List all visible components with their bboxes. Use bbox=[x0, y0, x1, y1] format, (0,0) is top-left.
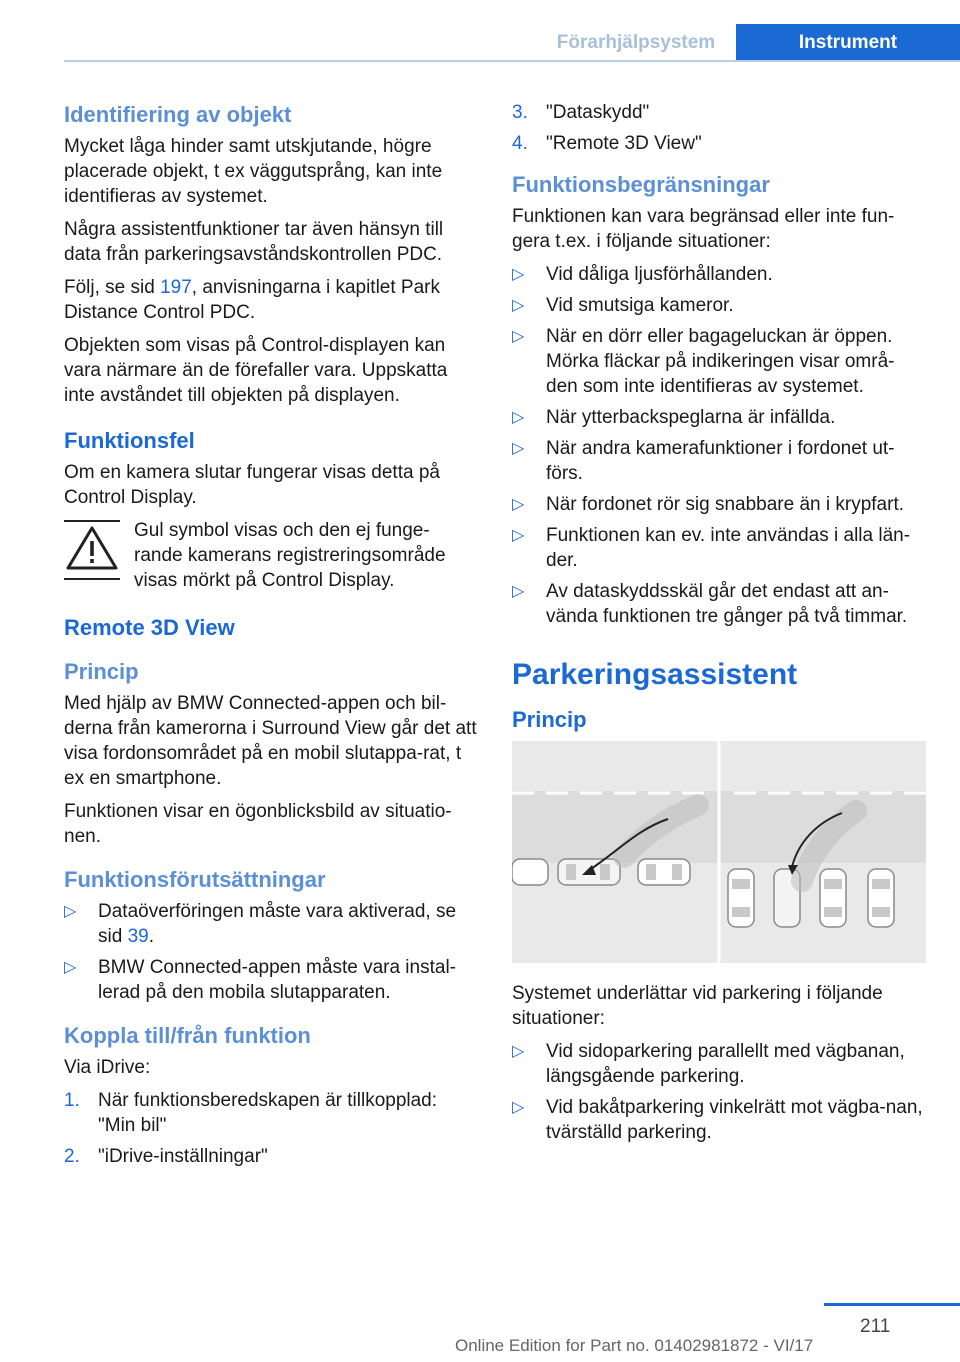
heading-limitations: Funktionsbegränsningar bbox=[512, 172, 770, 197]
page-number: 211 bbox=[860, 1316, 891, 1337]
heading-principle: Princip bbox=[64, 659, 139, 684]
list-item bbox=[64, 955, 478, 1005]
step-text: "Dataskydd" bbox=[546, 102, 650, 123]
list-item bbox=[64, 899, 478, 949]
list-item bbox=[64, 1144, 478, 1169]
list-item bbox=[512, 579, 926, 629]
limitation-text: När fordonet rör sig snabbare än i krypfart. bbox=[546, 494, 905, 515]
prerequisites-list bbox=[64, 899, 478, 1005]
triangle-bullet-icon: ▷ bbox=[512, 1043, 525, 1060]
limitation-text: När en dörr eller bagageluckan är öppen. Mörka fläckar på indikeringen visar områ-den som inte identifieras av systemet. bbox=[546, 326, 895, 397]
remote-paragraph-2: Funktionen visar en ögonblicksbild av situatio-nen. bbox=[64, 801, 452, 847]
prereq-2: BMW Connected-appen måste vara instal-lerad på den mobila slutapparaten. bbox=[98, 957, 456, 1003]
via-idrive: Via iDrive: bbox=[64, 1057, 151, 1078]
heading-identify: Identifiering av objekt bbox=[64, 102, 292, 127]
heading-parking-assistant: Parkeringsassistent bbox=[512, 658, 798, 691]
triangle-bullet-icon: ▷ bbox=[512, 440, 525, 457]
step-text: "Remote 3D View" bbox=[546, 133, 702, 154]
warning-box bbox=[64, 518, 478, 593]
limitation-text: När ytterbackspeglarna är infällda. bbox=[546, 407, 836, 428]
step-number: 4. bbox=[512, 133, 528, 154]
identify-paragraph-3 bbox=[64, 275, 478, 325]
triangle-bullet-icon: ▷ bbox=[512, 1099, 525, 1116]
list-item bbox=[64, 1088, 478, 1138]
steps-list-left bbox=[64, 1088, 478, 1169]
limitations-intro: Funktionen kan vara begränsad eller inte fun-gera t.ex. i följande situationer: bbox=[512, 206, 895, 252]
parking-item-text: Vid bakåtparkering vinkelrätt mot vägba-nan, tvärställd parkering. bbox=[546, 1097, 923, 1143]
p3-post: , anvisningarna i kapitlet Park Distance Control PDC. bbox=[64, 277, 440, 323]
list-item bbox=[512, 405, 926, 430]
triangle-bullet-icon: ▷ bbox=[512, 527, 525, 544]
triangle-bullet-icon: ▷ bbox=[64, 903, 77, 920]
triangle-bullet-icon: ▷ bbox=[512, 496, 525, 513]
page-link-39[interactable]: 39 bbox=[127, 926, 149, 947]
header-rule bbox=[64, 60, 960, 62]
limitations-list bbox=[512, 262, 926, 629]
heading-fault: Funktionsfel bbox=[64, 428, 195, 453]
limitation-text: Vid dåliga ljusförhållanden. bbox=[546, 264, 773, 285]
identify-paragraph-1: Mycket låga hinder samt utskjutande, högre placerade objekt, t ex väggutsprång, kan inte identifieras av systemet. bbox=[64, 136, 443, 207]
warning-text: Gul symbol visas och den ej funge-rande kamerans registreringsområde visas mörkt på Control Display. bbox=[134, 520, 446, 591]
list-item bbox=[512, 523, 926, 573]
limitation-text: Vid smutsiga kameror. bbox=[546, 295, 734, 316]
identify-paragraph-4: Objekten som visas på Control-displayen kan vara närmare än de förefaller vara. Uppskatta inte avståndet till objekten på displayen. bbox=[64, 335, 448, 406]
footer-rule bbox=[824, 1303, 960, 1306]
header-section-tab: Förarhjälpsystem bbox=[556, 32, 716, 53]
limitation-text: När andra kamerafunktioner i fordonet ut-förs. bbox=[546, 438, 895, 484]
page-link-197[interactable]: 197 bbox=[160, 277, 192, 298]
triangle-bullet-icon: ▷ bbox=[512, 583, 525, 600]
limitation-text: Funktionen kan ev. inte användas i alla län-der. bbox=[546, 525, 911, 571]
list-item bbox=[512, 131, 926, 156]
triangle-bullet-icon: ▷ bbox=[512, 328, 525, 345]
identify-paragraph-2: Några assistentfunktioner tar även hänsyn till data från parkeringsavståndskontrollen PDC. bbox=[64, 219, 444, 265]
parking-list bbox=[512, 1039, 926, 1145]
heading-prerequisites: Funktionsförutsättningar bbox=[64, 867, 326, 892]
step-text: När funktionsberedskapen är tillkopplad: "Min bil" bbox=[98, 1090, 438, 1136]
list-item bbox=[512, 436, 926, 486]
step-text: "iDrive-inställningar" bbox=[98, 1146, 268, 1167]
parking-item-text: Vid sidoparkering parallellt med vägbanan, längsgående parkering. bbox=[546, 1041, 905, 1087]
p3-pre: Följ, se sid bbox=[64, 277, 161, 298]
step-number: 1. bbox=[64, 1090, 80, 1111]
triangle-bullet-icon: ▷ bbox=[512, 409, 525, 426]
list-item bbox=[512, 324, 926, 399]
list-item bbox=[512, 293, 926, 318]
right-column bbox=[512, 100, 926, 1155]
limitation-text: Av dataskyddsskäl går det endast att an-vända funktionen tre gånger på två timmar. bbox=[546, 581, 908, 627]
list-item bbox=[512, 1039, 926, 1089]
heading-toggle-function: Koppla till/från funktion bbox=[64, 1023, 311, 1048]
parking-illustration bbox=[512, 741, 926, 963]
triangle-bullet-icon: ▷ bbox=[512, 297, 525, 314]
step-number: 3. bbox=[512, 102, 528, 123]
step-number: 2. bbox=[64, 1146, 80, 1167]
list-item bbox=[512, 100, 926, 125]
warning-triangle-icon bbox=[64, 520, 120, 580]
list-item bbox=[512, 262, 926, 287]
list-item bbox=[512, 492, 926, 517]
heading-parking-principle: Princip bbox=[512, 707, 587, 732]
footer-edition-note: Online Edition for Part no. 01402981872 - VI/17 bbox=[455, 1336, 814, 1355]
prereq-1-post: . bbox=[148, 926, 154, 947]
parking-intro: Systemet underlättar vid parkering i följande situationer: bbox=[512, 983, 883, 1029]
list-item bbox=[512, 1095, 926, 1145]
heading-remote-3d: Remote 3D View bbox=[64, 615, 235, 640]
remote-paragraph-1: Med hjälp av BMW Connected-appen och bil-derna från kamerorna i Surround View går det att visa fordonsområdet på en mobil slutappa-rat, t ex en smartphone. bbox=[64, 693, 477, 789]
header-chapter-tab: Instrument bbox=[736, 24, 960, 62]
left-column bbox=[64, 100, 478, 1179]
triangle-bullet-icon: ▷ bbox=[512, 266, 525, 283]
fault-paragraph: Om en kamera slutar fungerar visas detta på Control Display. bbox=[64, 462, 440, 508]
triangle-bullet-icon: ▷ bbox=[64, 959, 77, 976]
prereq-1-pre: Dataöverföringen måste vara aktiverad, se sid bbox=[98, 901, 457, 947]
steps-list-right bbox=[512, 100, 926, 156]
